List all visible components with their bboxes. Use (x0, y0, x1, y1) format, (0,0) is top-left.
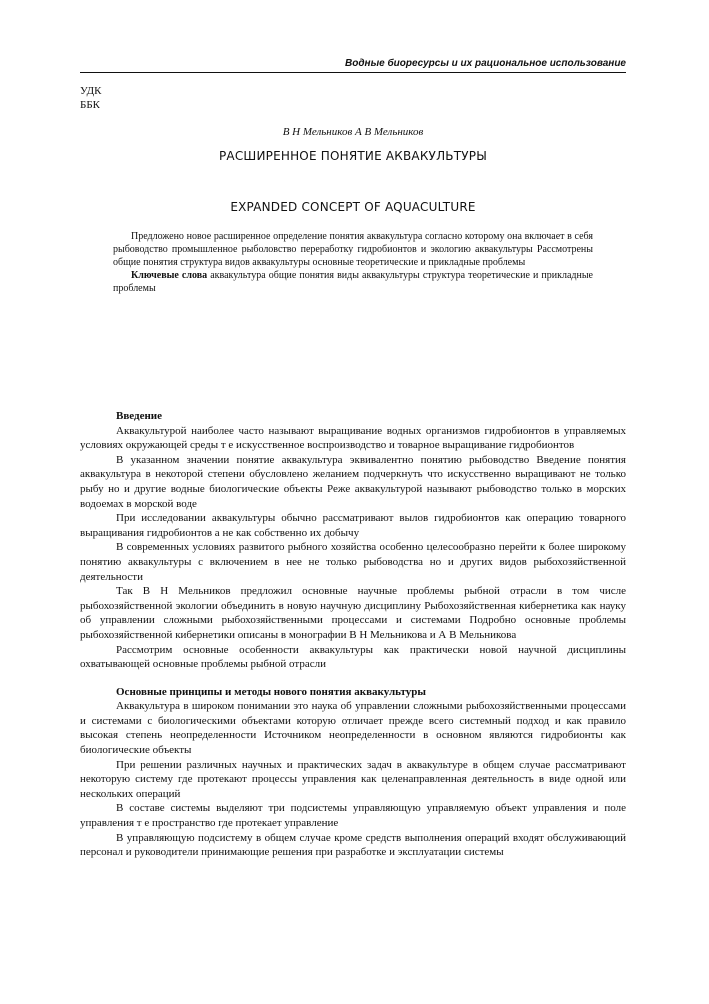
paragraph: Рассмотрим основные особенности аквакультуры как практически новой научной дисциплины охватывающей основные проблемы рыбной отрасли (80, 643, 626, 671)
abstract (113, 230, 593, 295)
keywords-text: аквакультура общие понятия виды аквакультуры структура теоретические и прикладные проблемы (113, 270, 593, 294)
paragraph: В управляющую подсистему в общем случае кроме средств выполнения операций входят обслуживающий персонал и руководители принимающие решения при разработке и эксплуатации системы (80, 831, 626, 859)
section-gap (80, 672, 626, 685)
keywords-label: Ключевые слова (131, 270, 208, 281)
keywords (113, 269, 593, 295)
running-title: Водные биоресурсы и их рациональное использование (345, 58, 626, 69)
authors: В Н Мельников А В Мельников (282, 126, 424, 138)
paragraph: При решении различных научных и практических задач в аквакультуре в общем случае рассматривают некоторую систему где протекают процессы управления как целенаправленная деятельность в виде одной или нескольких операций (80, 758, 626, 800)
paragraph: Аквакультурой наиболее часто называют выращивание водных организмов гидробионтов в управляемых условиях окружающей среды т е искусственное воспроизводство и товарное выращивание гидробионтов (80, 424, 626, 452)
article-body (80, 409, 626, 860)
abstract-text: Предложено новое расширенное определение понятия аквакультура согласно которому она включает в себя рыбоводство промышленное рыболовство переработку гидробионтов и экологию аквакультуры Рассмотрены общие понятия структура видов аквакультуры основные теоретические и прикладные проблемы (113, 231, 593, 268)
paragraph: В указанном значении понятие аквакультура эквивалентно понятию рыбоводство Введение понятия аквакультура в некоторой степени обусловлено желанием подчеркнуть что искусственно выращивают не только рыбу но и другие водные биологические объекты Реже аквакультурой называют рыбоводство только в морских водоемах в морской воде (80, 453, 626, 510)
paragraph: Так В Н Мельников предложил основные научные проблемы рыбной отрасли в том числе рыбохозяйственной экологии объединить в новую научную дисциплину Рыбохозяйственная кибернетика как науку об управлении сложными рыбохозяйственными процессами и системами Подробно основные проблемы рыбохозяйственной кибернетики описаны в монографии В Н Мельникова и А В Мельникова (80, 585, 626, 641)
bbk-label: ББК (80, 99, 100, 111)
section-heading-introduction: Введение (116, 410, 163, 422)
header-rule (80, 72, 626, 73)
paragraph: При исследовании аквакультуры обычно рассматривают вылов гидробионтов как операцию товарного выращивания гидробионтов а не как собственно их добычу (80, 512, 626, 539)
udk-label: УДК (80, 85, 102, 97)
title-english: EXPANDED CONCEPT OF AQUACULTURE (230, 200, 476, 214)
section-heading-principles: Основные принципы и методы нового понятия аквакультуры (116, 685, 426, 698)
title-russian: РАСШИРЕННОЕ ПОНЯТИЕ АКВАКУЛЬТУРЫ (219, 149, 487, 163)
paragraph: В современных условиях развитого рыбного хозяйства особенно целесообразно перейти к более широкому понятию аквакультуры с включением в нее не только рыбоводства но и других видов рыбохозяйственной деятельности (80, 541, 626, 583)
paragraph: В составе системы выделяют три подсистемы управляющую управляемую объект управления и поле управления т е пространство где протекает управление (80, 802, 626, 830)
paragraph: Аквакультура в широком понимании это наука об управлении сложными рыбохозяйственными процессами и системами с биологическими объектами которую отличает прежде всего системный подход и как правило высокая степень неопределенности Источником неопределенности в основном являются гидробионты как биологические объекты (80, 700, 626, 757)
